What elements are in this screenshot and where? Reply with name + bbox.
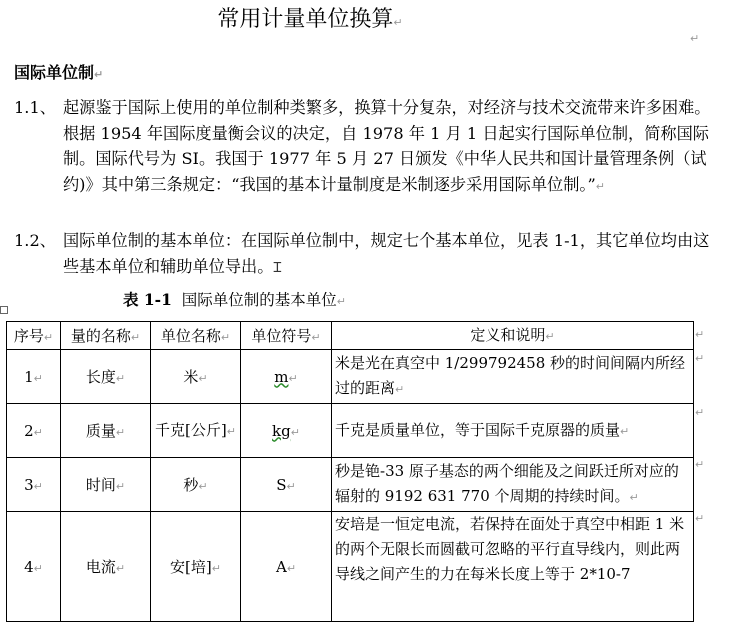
paragraph-text[interactable]: 国际单位制的基本单位：在国际单位制中，规定七个基本单位，见表 1-1，其它单位均由这些基本单位和辅助单位导出。Ɪ <box>63 231 710 276</box>
table-cell[interactable]: 电流↵ <box>61 512 151 622</box>
row-end-mark: ↵ <box>695 328 705 341</box>
table-cell[interactable]: 米↵ <box>151 350 241 404</box>
table-row <box>7 350 694 404</box>
header-cell[interactable]: 单位名称↵ <box>151 322 241 350</box>
table-cell[interactable]: 安培是一恒定电流，若保持在面处于真空中相距 1 米的两个无限长而圆截可忽略的平行直导线内，则此两导线之间产生的力在每米长度上等于 2*10-7 <box>332 512 694 622</box>
table-cell[interactable]: 米是光在真空中 1/299792458 秒的时间间隔内所经过的距离↵ <box>332 350 694 404</box>
table-cell[interactable]: 1↵ <box>7 350 61 404</box>
table-caption: 表 1-1 国际单位制的基本单位↵ <box>123 290 346 309</box>
paragraph-1 <box>14 95 713 199</box>
table-header-row <box>7 322 694 350</box>
header-cell[interactable]: 定义和说明↵ <box>332 322 694 350</box>
table-cell[interactable]: 长度↵ <box>61 350 151 404</box>
table-cell[interactable]: 3↵ <box>7 458 61 512</box>
table-row <box>7 404 694 458</box>
paragraph-number: 1.1、 <box>14 98 56 117</box>
table-cell[interactable]: m↵ <box>241 350 332 404</box>
table-cell[interactable]: 质量↵ <box>61 404 151 458</box>
header-cell[interactable]: 单位符号↵ <box>241 322 332 350</box>
table-move-handle-icon[interactable] <box>0 306 8 314</box>
header-cell[interactable]: 序号↵ <box>7 322 61 350</box>
row-end-mark: ↵ <box>695 352 705 365</box>
table-cell[interactable]: kg↵ <box>241 404 332 458</box>
paragraph-number: 1.2、 <box>14 231 56 250</box>
table-row <box>7 512 694 622</box>
table-cell[interactable]: 千克是质量单位，等于国际千克原器的质量↵ <box>332 404 694 458</box>
document-title: 常用计量单位换算↵ <box>217 7 403 32</box>
table-cell[interactable]: A↵ <box>241 512 332 622</box>
table-cell[interactable]: 安[培]↵ <box>151 512 241 622</box>
table-cell[interactable]: 千克[公斤]↵ <box>151 404 241 458</box>
paragraph-mark: ↵ <box>690 32 700 45</box>
table-row <box>7 458 694 512</box>
table-cell[interactable]: 2↵ <box>7 404 61 458</box>
table-cell[interactable]: 时间↵ <box>61 458 151 512</box>
section-heading: 国际单位制↵ <box>14 63 104 82</box>
paragraph-2 <box>14 228 713 281</box>
text-cursor-icon: Ɪ <box>273 259 282 276</box>
units-table <box>6 321 694 622</box>
row-end-mark: ↵ <box>695 458 705 471</box>
header-cell[interactable]: 量的名称↵ <box>61 322 151 350</box>
table-cell[interactable]: 秒是铯-33 原子基态的两个细能及之间跃迁所对应的辐射的 9192 631 770 个周期的持续时间。↵ <box>332 458 694 512</box>
row-end-mark: ↵ <box>695 512 705 525</box>
paragraph-text[interactable]: 起源鉴于国际上使用的单位制种类繁多，换算十分复杂，对经济与技术交流带来许多困难。根据 1954 年国际度量衡会议的决定，自 1978 年 1 月 1 日起实行国际单位制，简称国际制。国际代号为 SI。我国于 1977 年 5 月 27 日颁发《中华人民共和国计量管理条例（试约)》其中第三条规定：“我国的基本计量制度是米制逐步采用国际单位制。”↵ <box>63 98 711 194</box>
table-cell[interactable]: 4↵ <box>7 512 61 622</box>
table-cell[interactable]: S↵ <box>241 458 332 512</box>
table-cell[interactable]: 秒↵ <box>151 458 241 512</box>
row-end-mark: ↵ <box>695 406 705 419</box>
